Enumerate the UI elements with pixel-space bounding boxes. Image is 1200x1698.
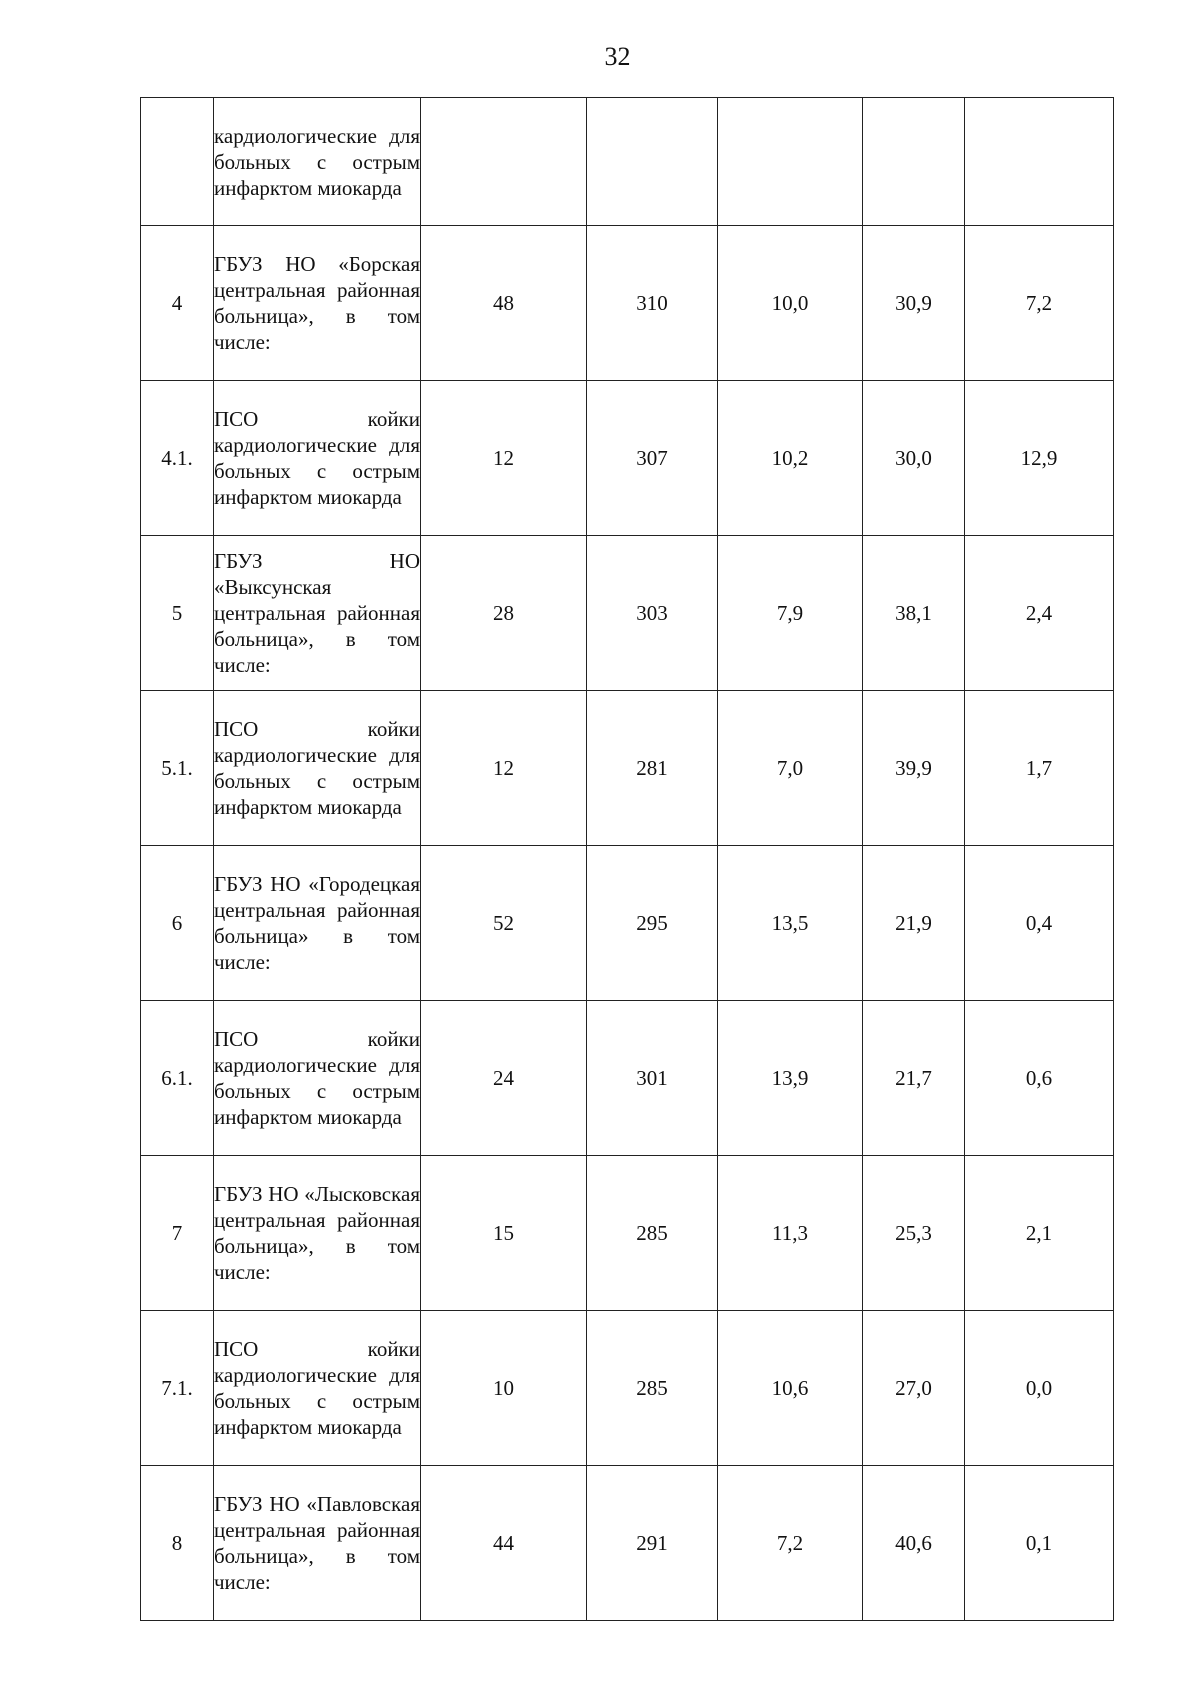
institution-name: ГБУЗ НО «Городецкая центральная районная больница» в том числе: bbox=[214, 846, 421, 1001]
value-cell: 0,0 bbox=[965, 1311, 1114, 1466]
value-cell: 285 bbox=[587, 1156, 718, 1311]
hospital-beds-table bbox=[140, 97, 1114, 1621]
institution-name: ПСО койки кардиологические для больных с острым инфарктом миокарда bbox=[214, 1311, 421, 1466]
institution-name: ПСО койки кардиологические для больных с острым инфарктом миокарда bbox=[214, 381, 421, 536]
value-cell: 291 bbox=[587, 1466, 718, 1621]
value-cell: 24 bbox=[421, 1001, 587, 1156]
row-number: 5 bbox=[141, 536, 214, 691]
institution-name: ГБУЗ НО «Выксунская центральная районная больница», в том числе: bbox=[214, 536, 421, 691]
value-cell: 13,9 bbox=[718, 1001, 863, 1156]
page-number: 32 bbox=[604, 42, 631, 71]
table-row bbox=[141, 691, 1114, 846]
value-cell: 30,9 bbox=[863, 226, 965, 381]
value-cell: 1,7 bbox=[965, 691, 1114, 846]
institution-name: кардиологические для больных с острым инфарктом миокарда bbox=[214, 98, 421, 226]
institution-name: ПСО койки кардиологические для больных с острым инфарктом миокарда bbox=[214, 1001, 421, 1156]
value-cell: 7,9 bbox=[718, 536, 863, 691]
table-row bbox=[141, 846, 1114, 1001]
row-number: 4 bbox=[141, 226, 214, 381]
value-cell: 38,1 bbox=[863, 536, 965, 691]
value-cell: 281 bbox=[587, 691, 718, 846]
value-cell: 10,6 bbox=[718, 1311, 863, 1466]
value-cell: 13,5 bbox=[718, 846, 863, 1001]
value-cell: 28 bbox=[421, 536, 587, 691]
table-row bbox=[141, 98, 1114, 226]
row-number: 4.1. bbox=[141, 381, 214, 536]
value-cell bbox=[965, 98, 1114, 226]
value-cell: 2,4 bbox=[965, 536, 1114, 691]
value-cell bbox=[587, 98, 718, 226]
value-cell: 295 bbox=[587, 846, 718, 1001]
value-cell: 2,1 bbox=[965, 1156, 1114, 1311]
value-cell: 27,0 bbox=[863, 1311, 965, 1466]
row-number: 5.1. bbox=[141, 691, 214, 846]
value-cell: 310 bbox=[587, 226, 718, 381]
value-cell: 7,0 bbox=[718, 691, 863, 846]
value-cell: 52 bbox=[421, 846, 587, 1001]
institution-name: ГБУЗ НО «Лысковская центральная районная больница», в том числе: bbox=[214, 1156, 421, 1311]
value-cell: 7,2 bbox=[965, 226, 1114, 381]
value-cell bbox=[863, 98, 965, 226]
institution-name: ПСО койки кардиологические для больных с острым инфарктом миокарда bbox=[214, 691, 421, 846]
value-cell: 39,9 bbox=[863, 691, 965, 846]
value-cell: 48 bbox=[421, 226, 587, 381]
table-row bbox=[141, 536, 1114, 691]
table-row bbox=[141, 226, 1114, 381]
value-cell: 307 bbox=[587, 381, 718, 536]
value-cell bbox=[718, 98, 863, 226]
value-cell: 7,2 bbox=[718, 1466, 863, 1621]
table-row bbox=[141, 1156, 1114, 1311]
institution-name: ГБУЗ НО «Павловская центральная районная больница», в том числе: bbox=[214, 1466, 421, 1621]
row-number: 7 bbox=[141, 1156, 214, 1311]
value-cell: 21,7 bbox=[863, 1001, 965, 1156]
value-cell: 30,0 bbox=[863, 381, 965, 536]
value-cell: 285 bbox=[587, 1311, 718, 1466]
value-cell: 12 bbox=[421, 691, 587, 846]
value-cell: 303 bbox=[587, 536, 718, 691]
row-number: 6 bbox=[141, 846, 214, 1001]
value-cell: 301 bbox=[587, 1001, 718, 1156]
value-cell: 10 bbox=[421, 1311, 587, 1466]
row-number: 7.1. bbox=[141, 1311, 214, 1466]
value-cell: 11,3 bbox=[718, 1156, 863, 1311]
value-cell: 0,4 bbox=[965, 846, 1114, 1001]
value-cell: 15 bbox=[421, 1156, 587, 1311]
value-cell: 12 bbox=[421, 381, 587, 536]
value-cell bbox=[421, 98, 587, 226]
value-cell: 44 bbox=[421, 1466, 587, 1621]
table-row bbox=[141, 1001, 1114, 1156]
row-number: 8 bbox=[141, 1466, 214, 1621]
institution-name: ГБУЗ НО «Борская центральная районная больница», в том числе: bbox=[214, 226, 421, 381]
table-row bbox=[141, 381, 1114, 536]
value-cell: 40,6 bbox=[863, 1466, 965, 1621]
table-row bbox=[141, 1466, 1114, 1621]
table-row bbox=[141, 1311, 1114, 1466]
value-cell: 12,9 bbox=[965, 381, 1114, 536]
value-cell: 10,0 bbox=[718, 226, 863, 381]
value-cell: 25,3 bbox=[863, 1156, 965, 1311]
value-cell: 0,1 bbox=[965, 1466, 1114, 1621]
row-number: 6.1. bbox=[141, 1001, 214, 1156]
value-cell: 10,2 bbox=[718, 381, 863, 536]
value-cell: 0,6 bbox=[965, 1001, 1114, 1156]
value-cell: 21,9 bbox=[863, 846, 965, 1001]
row-number bbox=[141, 98, 214, 226]
